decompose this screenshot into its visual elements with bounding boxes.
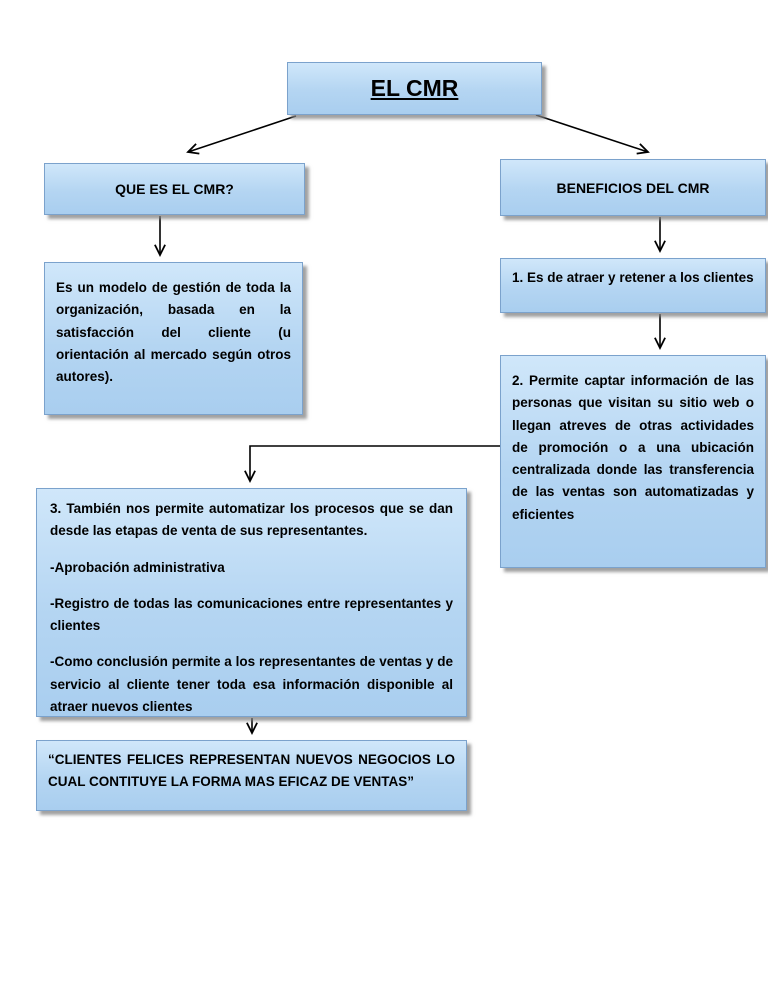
beneficio-3-item: -Registro de todas las comunicaciones entre representantes y clientes <box>50 595 453 634</box>
title-label: EL CMR <box>370 75 459 101</box>
definicion-text: Es un modelo de gestión de toda la organización, basada en la satisfacción del cliente (u orientación al mercado según otros autores). <box>56 280 291 385</box>
arrow-title-to-beneficios <box>536 115 648 152</box>
node-title <box>287 62 542 115</box>
node-conclusion-quote <box>36 740 467 811</box>
beneficios-label: BENEFICIOS DEL CMR <box>556 179 710 196</box>
beneficio-3-item: -Aprobación administrativa <box>50 559 225 575</box>
beneficio-3-item: -Como conclusión permite a los representantes de ventas y de servicio al cliente tener toda esa información disponible al atraer nuevos clientes <box>50 654 453 714</box>
node-beneficio-3 <box>36 488 467 717</box>
node-beneficio-2 <box>500 355 766 568</box>
node-beneficios-del-cmr <box>500 159 766 216</box>
node-que-es-el-cmr <box>44 163 305 215</box>
node-beneficio-1 <box>500 258 766 313</box>
node-definicion <box>44 262 303 415</box>
connector-b2-to-b3 <box>250 446 500 481</box>
conclusion-text: “CLIENTES FELICES REPRESENTAN NUEVOS NEGOCIOS LO CUAL CONTITUYE LA FORMA MAS EFICAZ DE VENTAS” <box>48 752 455 790</box>
beneficio-1-text: 1. Es de atraer y retener a los clientes <box>512 270 754 285</box>
beneficio-3-intro: 3. También nos permite automatizar los procesos que se dan desde las etapas de venta de sus representantes. <box>50 501 453 539</box>
beneficio-2-text: 2. Permite captar información de las personas que visitan su sitio web o llegan atreves de otras actividades de promoción o a una ubicación centralizada donde las transferencia de las ventas son automatizadas y eficientes <box>512 373 754 522</box>
que-es-label: QUE ES EL CMR? <box>115 181 234 197</box>
arrow-title-to-que-es <box>188 116 296 152</box>
